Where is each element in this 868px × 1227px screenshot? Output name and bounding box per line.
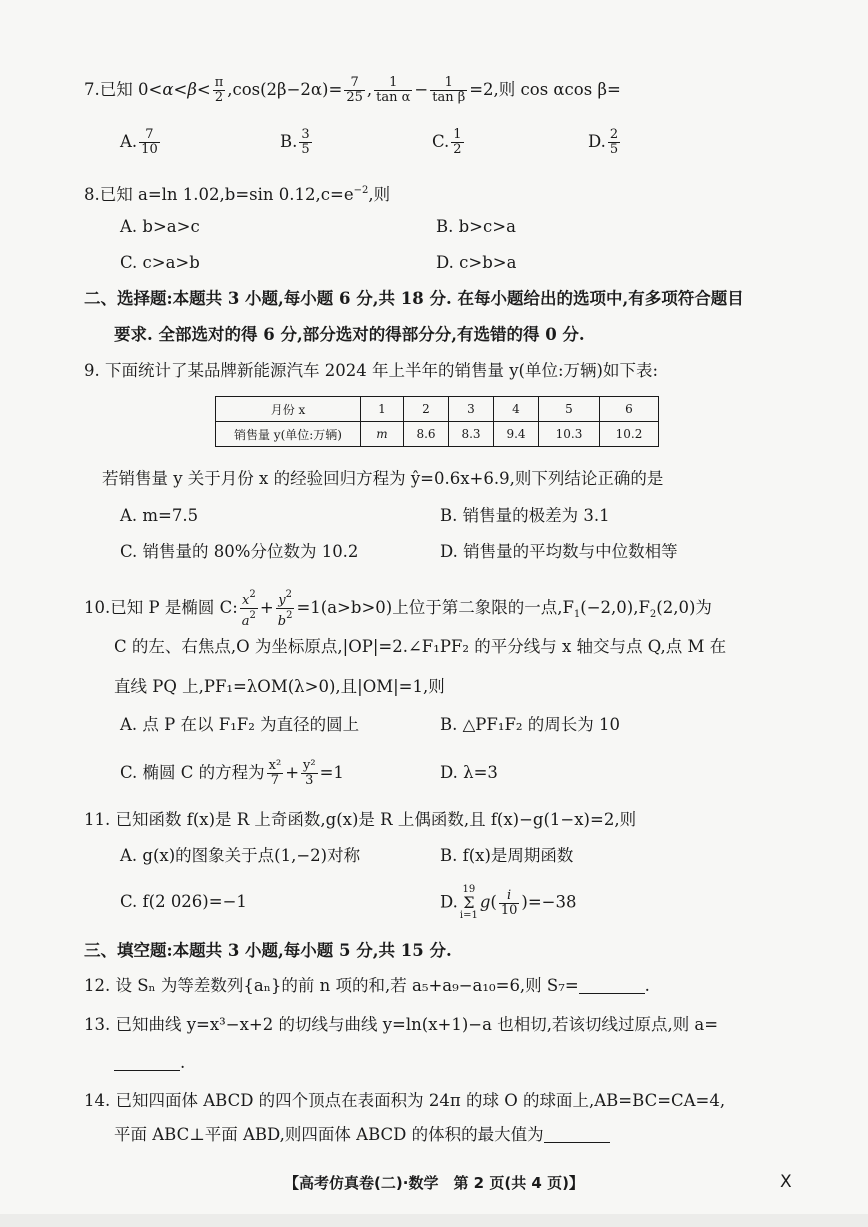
section2-heading-line1: 二、选择题:本题共 3 小题,每小题 6 分,共 18 分. 在每小题给出的选项中,有多项符合题目: [84, 289, 744, 308]
q10-option-d: D. λ=3: [440, 763, 498, 782]
q9-option-b: B. 销售量的极差为 3.1: [440, 506, 610, 525]
q9-stem: 9. 下面统计了某品牌新能源汽车 2024 年上半年的销售量 y(单位:万辆)如下表:: [84, 361, 659, 380]
q14-answer-blank[interactable]: [544, 1126, 610, 1143]
corner-mark: X: [780, 1172, 792, 1192]
q13-answer-blank[interactable]: [114, 1054, 180, 1071]
q8-option-b: B. b>c>a: [436, 217, 516, 236]
section3-heading: 三、填空题:本题共 3 小题,每小题 5 分,共 15 分.: [84, 941, 452, 960]
q10-stem-line2: C 的左、右焦点,O 为坐标原点,|OP|=2.∠F₁PF₂ 的平分线与 x 轴交与点 Q,点 M 在: [114, 637, 727, 656]
q11-option-b: B. f(x)是周期函数: [440, 846, 574, 865]
q14-stem-line1: 14. 已知四面体 ABCD 的四个顶点在表面积为 24π 的球 O 的球面上,AB=BC=CA=4,: [84, 1091, 726, 1110]
section2-heading-line2: 要求. 全部选对的得 6 分,部分选对的得部分分,有选错的得 0 分.: [114, 325, 585, 344]
q13-answer-line: .: [114, 1052, 185, 1074]
q10-option-a: A. 点 P 在以 F₁F₂ 为直径的圆上: [120, 715, 360, 734]
q7-fraction-3: $\frac{1}{\text{tan β}}$: [432, 75, 466, 105]
q7-fraction-1: $\frac{7}{25}$: [346, 75, 363, 105]
q10-option-b: B. △PF₁F₂ 的周长为 10: [440, 715, 621, 734]
q12-stem: 12. 设 Sₙ 为等差数列{aₙ}的前 n 项的和,若 a₅+a₉−a₁₀=6,则 S₇= .: [84, 976, 650, 995]
q8-stem: 8.已知 a=ln 1.02,b=sin $0.12,c=e^{-2}$,则: [84, 185, 391, 204]
q9-option-c: C. 销售量的 80%分位数为 10.2: [120, 542, 359, 561]
q10-stem-line1: 10.已知 P 是椭圆 C: $\frac{x^2}{a^2}$ + $\frac{y^2}{b^2}$ =1(a>b>0)上位于第二象限的一点$,F_1(-2,0),F_2(2,0)$为: [84, 589, 712, 629]
q9-option-d: D. 销售量的平均数与中位数相等: [440, 542, 678, 561]
q10-stem-line3: 直线 PQ 上,PF₁=λOM(λ>0),且|OM|=1,则: [114, 677, 445, 696]
q11-stem: 11. 已知函数 f(x)是 R 上奇函数,g(x)是 R 上偶函数,且 f(x)−g(1−x)=2,则: [84, 810, 637, 829]
q9-stem-2: 若销售量 y 关于月份 x 的经验回归方程为 ŷ=0.6x+6.9,则下列结论正确的是: [102, 469, 664, 488]
q14-stem-line2: 平面 ABC⊥平面 ABD,则四面体 ABCD 的体积的最大值为: [114, 1124, 610, 1146]
q8-option-d: D. c>b>a: [436, 253, 517, 272]
q7-fraction-2: $\frac{1}{\text{tan α}}$: [376, 75, 411, 105]
q7-stem: 7.已知 0<α<β< $\frac{\pi}{2}$ ,cos(2β−2α)= $\frac{7}{25}$ , $\frac{1}{\text{tan α}}$ − $\frac{1}{\text{tan β}}$ =2,则 cos αcos β=: [84, 75, 621, 105]
q11-option-c: C. f(2 026)=−1: [120, 892, 247, 911]
q9-option-a: A. m=7.5: [120, 506, 199, 525]
table-row: 销售量 y(单位:万辆) m 8.6 8.3 9.4 10.3 10.2: [216, 422, 659, 447]
q9-sales-table: [215, 396, 659, 447]
q10-option-c: C. 椭圆 C 的方程为 $\frac{\text{x²}}{7}$ + $\frac{\text{y²}}{3}$ =1: [120, 758, 344, 788]
bottom-edge: [0, 1214, 868, 1227]
q7-option-b: B. $\frac{3}{5}$: [280, 127, 310, 157]
q12-answer-blank[interactable]: [579, 977, 645, 994]
q7-option-a: A. $\frac{7}{10}$: [120, 127, 158, 157]
q7-option-c: C. $\frac{1}{2}$: [432, 127, 462, 157]
q11-option-a: A. g(x)的图象关于点(1,−2)对称: [120, 846, 361, 865]
page-footer: 【高考仿真卷(二)·数学 第 2 页(共 4 页)】: [284, 1174, 584, 1192]
q8-option-c: C. c>a>b: [120, 253, 200, 272]
table-row: 月份 x 1 2 3 4 5 6: [216, 397, 659, 422]
q8-option-a: A. b>a>c: [120, 217, 200, 236]
q11-option-d: D. 19 Σ i=1 g( $\frac{i}{10}$ )=−38: [440, 884, 577, 921]
q13-stem: 13. 已知曲线 y=x³−x+2 的切线与曲线 y=ln(x+1)−a 也相切,若该切线过原点,则 a=: [84, 1015, 719, 1034]
q7-pi-fraction: $\frac{\pi}{2}$: [214, 75, 224, 105]
q7-option-d: D. $\frac{2}{5}$: [588, 127, 619, 157]
